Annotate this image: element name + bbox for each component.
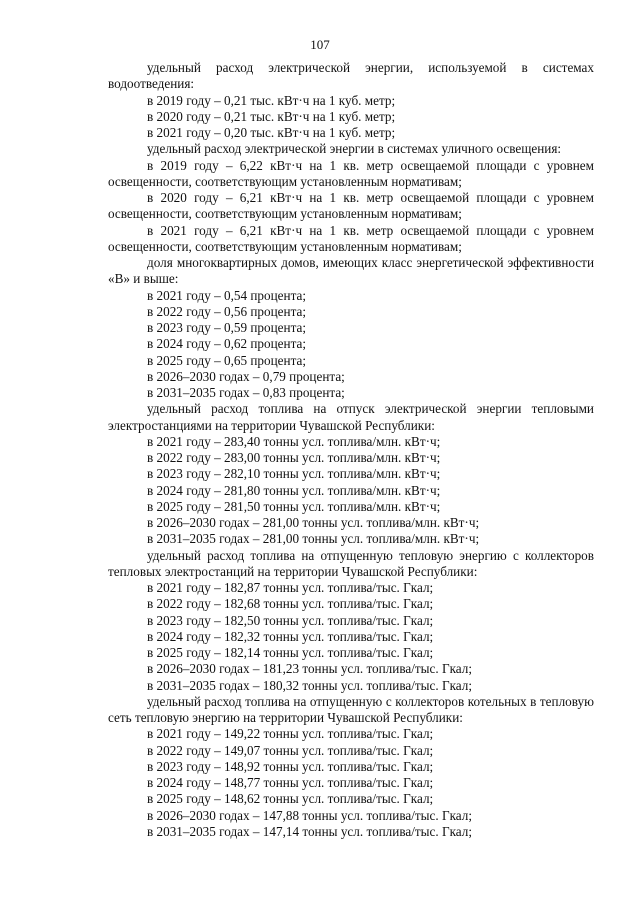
- list-item: в 2023 году – 282,10 тонны усл. топлива/млн. кВт·ч;: [147, 466, 441, 482]
- list-item: в 2022 году – 149,07 тонны усл. топлива/тыс. Гкал;: [147, 742, 434, 758]
- list-item: в 2031–2035 годах – 281,00 тонны усл. топлива/млн. кВт·ч;: [147, 531, 480, 547]
- paragraph: доля многоквартирных домов, имеющих класс энергетической эффективности «В» и выше:: [108, 255, 594, 287]
- list-item: в 2022 году – 182,68 тонны усл. топлива/тыс. Гкал;: [147, 596, 434, 612]
- list-item: в 2021 году – 149,22 тонны усл. топлива/тыс. Гкал;: [147, 726, 434, 742]
- list-item: в 2021 году – 182,87 тонны усл. топлива/тыс. Гкал;: [147, 580, 434, 595]
- list-item: в 2026–2030 годах – 147,88 тонны усл. топлива/тыс. Гкал;: [147, 807, 473, 823]
- list-item: в 2022 году – 283,00 тонны усл. топлива/млн. кВт·ч;: [147, 450, 441, 465]
- list-item: в 2025 году – 281,50 тонны усл. топлива/млн. кВт·ч;: [147, 498, 441, 514]
- list-item: в 2025 году – 0,65 процента;: [147, 352, 307, 368]
- list-item: в 2023 году – 182,50 тонны усл. топлива/тыс. Гкал;: [147, 612, 434, 628]
- list-item: в 2026–2030 годах – 0,79 процента;: [147, 368, 345, 384]
- list-item: в 2031–2035 годах – 147,14 тонны усл. топлива/тыс. Гкал;: [147, 823, 473, 839]
- list-item: в 2020 году – 0,21 тыс. кВт·ч на 1 куб. метр;: [147, 108, 396, 124]
- list-item: в 2025 году – 182,14 тонны усл. топлива/тыс. Гкал;: [147, 645, 434, 660]
- list-item: удельный расход электрической энергии в системах уличного освещения:: [147, 141, 562, 157]
- paragraph: удельный расход топлива на отпущенную тепловую энергию с коллекторов тепловых электростанций на территории Чувашской Республики:: [108, 547, 594, 579]
- list-item: в 2021 году – 283,40 тонны усл. топлива/млн. кВт·ч;: [147, 433, 441, 449]
- list-item: в 2024 году – 182,32 тонны усл. топлива/тыс. Гкал;: [147, 628, 434, 644]
- list-item: в 2022 году – 0,56 процента;: [147, 303, 307, 319]
- paragraph: в 2020 году – 6,21 кВт·ч на 1 кв. метр освещаемой площади с уровнем освещенности, соответствующим установленным нормативам;: [108, 190, 594, 222]
- list-item: в 2023 году – 148,92 тонны усл. топлива/тыс. Гкал;: [147, 758, 434, 774]
- paragraph: в 2019 году – 6,22 кВт·ч на 1 кв. метр освещаемой площади с уровнем освещенности, соответствующим установленным нормативам;: [108, 157, 594, 189]
- page-number: 107: [310, 37, 330, 52]
- list-item: в 2031–2035 годах – 0,83 процента;: [147, 385, 345, 400]
- paragraph: удельный расход топлива на отпущенную с коллекторов котельных в тепловую сеть тепловую энергию на территории Чувашской Республики:: [108, 693, 594, 725]
- list-item: в 2024 году – 148,77 тонны усл. топлива/тыс. Гкал;: [147, 775, 434, 790]
- paragraph: удельный расход топлива на отпуск электрической энергии тепловыми электростанциями на территории Чувашской Республики:: [108, 401, 594, 433]
- list-item: в 2021 году – 0,20 тыс. кВт·ч на 1 куб. метр;: [147, 125, 396, 140]
- list-item: в 2024 году – 281,80 тонны усл. топлива/млн. кВт·ч;: [147, 482, 441, 498]
- list-item: в 2031–2035 годах – 180,32 тонны усл. топлива/тыс. Гкал;: [147, 677, 473, 693]
- paragraph: в 2021 году – 6,21 кВт·ч на 1 кв. метр освещаемой площади с уровнем освещенности, соответствующим установленным нормативам;: [108, 222, 594, 254]
- list-item: в 2026–2030 годах – 181,23 тонны усл. топлива/тыс. Гкал;: [147, 661, 473, 677]
- list-item: в 2019 году – 0,21 тыс. кВт·ч на 1 куб. метр;: [147, 92, 396, 108]
- document-body: [108, 60, 594, 840]
- list-item: в 2021 году – 0,54 процента;: [147, 287, 307, 303]
- list-item: в 2025 году – 148,62 тонны усл. топлива/тыс. Гкал;: [147, 791, 434, 807]
- list-item: в 2023 году – 0,59 процента;: [147, 320, 307, 335]
- list-item: в 2026–2030 годах – 281,00 тонны усл. топлива/млн. кВт·ч;: [147, 515, 480, 530]
- list-item: в 2024 году – 0,62 процента;: [147, 336, 307, 352]
- paragraph: удельный расход электрической энергии, используемой в системах водоотведения:: [108, 60, 594, 92]
